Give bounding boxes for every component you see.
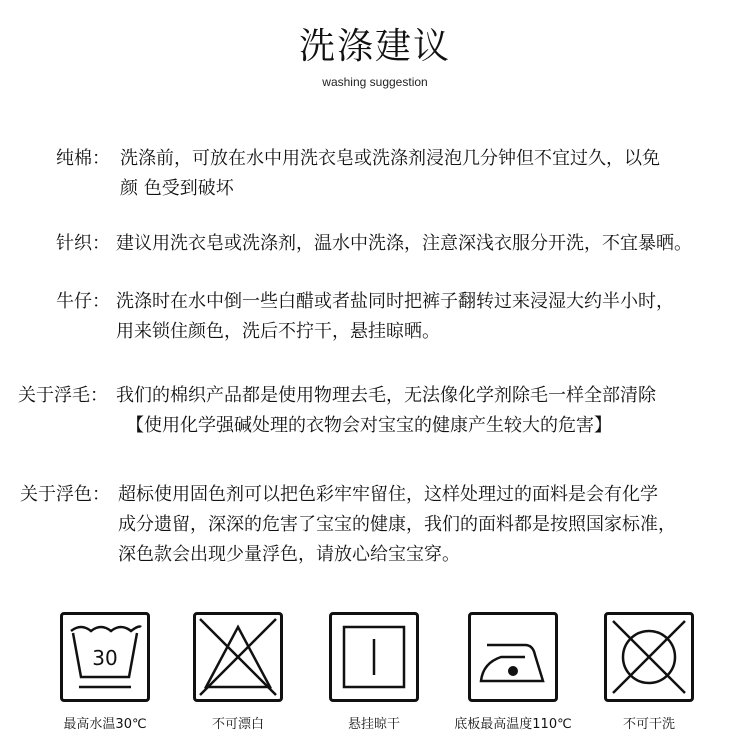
section-label: 关于浮毛： <box>18 385 108 406</box>
text-line: 洗涤时在水中倒一些白醋或者盐同时把裤子翻转过来浸湿大约半小时， <box>116 291 674 312</box>
section-text <box>118 480 676 570</box>
text-line: 我们的棉织产品都是使用物理去毛，无法像化学剂除毛一样全部清除 <box>116 385 656 406</box>
icon-caption: 不可干洗 <box>622 717 675 732</box>
section-label: 牛仔： <box>56 291 110 312</box>
section-text <box>116 229 692 259</box>
icon-caption: 不可漂白 <box>211 717 264 732</box>
no-bleach-glyph <box>196 615 280 699</box>
icon-caption: 底板最高温度110℃ <box>454 717 572 732</box>
section-color-bleed <box>20 480 740 570</box>
iron-icon <box>468 612 558 702</box>
section-label: 纯棉： <box>56 148 110 169</box>
hang-dry-glyph <box>332 615 416 699</box>
section-lint <box>18 381 738 441</box>
no-dry-clean-glyph <box>607 615 691 699</box>
icon-caption: 悬挂晾干 <box>347 717 400 732</box>
page-title: 洗涤建议 <box>298 26 451 67</box>
section-text <box>116 381 656 441</box>
text-line: 用来锁住颜色，洗后不拧干，悬挂晾晒。 <box>116 321 440 342</box>
icon-caption: 最高水温30℃ <box>63 717 147 732</box>
section-cotton <box>56 144 736 204</box>
section-text <box>120 144 660 204</box>
hang-dry-icon <box>329 612 419 702</box>
section-knit <box>56 229 746 259</box>
text-line: 超标使用固色剂可以把色彩牢牢留住，这样处理过的面料是会有化学 <box>118 484 658 505</box>
text-line: 【使用化学强碱处理的衣物会对宝宝的健康产生较大的危害】 <box>126 415 612 436</box>
text-line: 颜 色受到破坏 <box>120 178 234 199</box>
page-subtitle: washing suggestion <box>322 75 428 89</box>
text-line: 成分遗留，深深的危害了宝宝的健康，我们的面料都是按照国家标准， <box>118 514 676 535</box>
iron-glyph <box>471 615 555 699</box>
no-dry-clean-icon <box>604 612 694 702</box>
wash-30-glyph <box>63 615 147 699</box>
text-line: 建议用洗衣皂或洗涤剂，温水中洗涤，注意深浅衣服分开洗，不宜暴晒。 <box>116 233 692 254</box>
section-label: 关于浮色： <box>20 484 110 505</box>
section-label: 针织： <box>56 233 110 254</box>
section-text <box>116 287 674 347</box>
text-line: 深色款会出现少量浮色，请放心给宝宝穿。 <box>118 544 460 565</box>
wash-30-icon <box>60 612 150 702</box>
wash-temperature-number: 30 <box>92 646 118 670</box>
no-bleach-icon <box>193 612 283 702</box>
section-denim <box>56 287 736 347</box>
text-line: 洗涤前，可放在水中用洗衣皂或洗涤剂浸泡几分钟但不宜过久，以免 <box>120 148 660 169</box>
